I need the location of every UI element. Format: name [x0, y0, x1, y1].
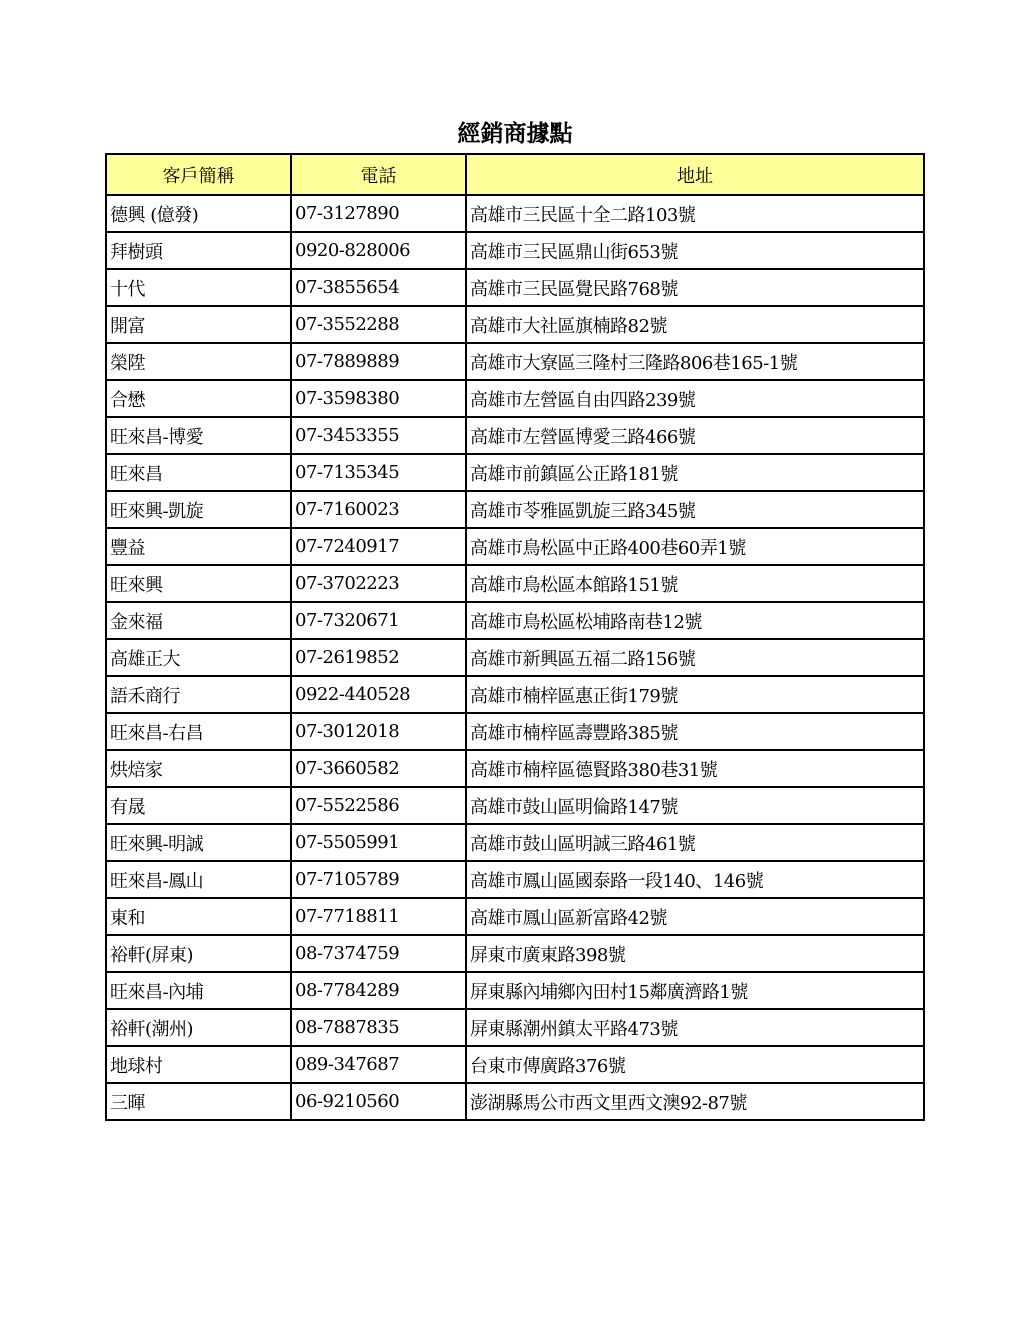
address-cell: 高雄市大寮區三隆村三隆路806巷165-1號	[466, 343, 924, 380]
dealer-name-cell: 裕軒(潮州)	[106, 1009, 291, 1046]
table-row	[106, 676, 924, 713]
table-row	[106, 972, 924, 1009]
address-cell: 高雄市楠梓區德賢路380巷31號	[466, 750, 924, 787]
phone-cell: 07-3660582	[291, 750, 466, 787]
table-row	[106, 1046, 924, 1083]
table-row	[106, 380, 924, 417]
dealer-name-cell: 旺來昌-右昌	[106, 713, 291, 750]
address-cell: 高雄市左營區自由四路239號	[466, 380, 924, 417]
dealer-name-cell: 旺來昌	[106, 454, 291, 491]
dealer-name-cell: 金來福	[106, 602, 291, 639]
phone-cell: 06-9210560	[291, 1083, 466, 1120]
column-header-name: 客戶簡稱	[106, 154, 291, 195]
dealer-name-cell: 旺來興	[106, 565, 291, 602]
address-cell: 高雄市三民區十全二路103號	[466, 195, 924, 232]
phone-cell: 089-347687	[291, 1046, 466, 1083]
phone-cell: 07-3012018	[291, 713, 466, 750]
phone-cell: 08-7887835	[291, 1009, 466, 1046]
dealer-name-cell: 旺來昌-內埔	[106, 972, 291, 1009]
dealer-name-cell: 三暉	[106, 1083, 291, 1120]
table-header-row	[106, 154, 924, 195]
table-row	[106, 639, 924, 676]
table-body	[106, 195, 924, 1120]
table-row	[106, 1009, 924, 1046]
phone-cell: 07-5522586	[291, 787, 466, 824]
phone-cell: 0922-440528	[291, 676, 466, 713]
table-row	[106, 935, 924, 972]
table-row	[106, 602, 924, 639]
address-cell: 澎湖縣馬公市西文里西文澳92-87號	[466, 1083, 924, 1120]
dealer-name-cell: 榮陞	[106, 343, 291, 380]
dealer-name-cell: 裕軒(屏東)	[106, 935, 291, 972]
address-cell: 高雄市苓雅區凱旋三路345號	[466, 491, 924, 528]
table-row	[106, 417, 924, 454]
phone-cell: 08-7784289	[291, 972, 466, 1009]
phone-cell: 07-3702223	[291, 565, 466, 602]
address-cell: 高雄市鼓山區明誠三路461號	[466, 824, 924, 861]
address-cell: 高雄市鳥松區松埔路南巷12號	[466, 602, 924, 639]
address-cell: 屏東縣內埔鄉內田村15鄰廣濟路1號	[466, 972, 924, 1009]
dealer-name-cell: 豐益	[106, 528, 291, 565]
table-row	[106, 1083, 924, 1120]
page-title: 經銷商據點	[457, 121, 573, 147]
dealer-name-cell: 開富	[106, 306, 291, 343]
address-cell: 高雄市三民區鼎山街653號	[466, 232, 924, 269]
phone-cell: 07-3453355	[291, 417, 466, 454]
table-row	[106, 195, 924, 232]
dealer-name-cell: 十代	[106, 269, 291, 306]
address-cell: 高雄市鳳山區國泰路一段140、146號	[466, 861, 924, 898]
dealer-name-cell: 語禾商行	[106, 676, 291, 713]
table-row	[106, 343, 924, 380]
dealer-name-cell: 德興 (億發)	[106, 195, 291, 232]
address-cell: 高雄市鳳山區新富路42號	[466, 898, 924, 935]
dealer-name-cell: 旺來興-凱旋	[106, 491, 291, 528]
column-header-phone: 電話	[291, 154, 466, 195]
dealer-table	[105, 153, 925, 1121]
dealer-name-cell: 烘焙家	[106, 750, 291, 787]
dealer-name-cell: 高雄正大	[106, 639, 291, 676]
address-cell: 高雄市楠梓區壽豐路385號	[466, 713, 924, 750]
address-cell: 高雄市楠梓區惠正街179號	[466, 676, 924, 713]
column-header-address: 地址	[466, 154, 924, 195]
address-cell: 屏東市廣東路398號	[466, 935, 924, 972]
address-cell: 屏東縣潮州鎮太平路473號	[466, 1009, 924, 1046]
phone-cell: 07-7135345	[291, 454, 466, 491]
phone-cell: 08-7374759	[291, 935, 466, 972]
phone-cell: 0920-828006	[291, 232, 466, 269]
address-cell: 高雄市鳥松區本館路151號	[466, 565, 924, 602]
address-cell: 高雄市新興區五福二路156號	[466, 639, 924, 676]
table-row	[106, 824, 924, 861]
address-cell: 高雄市左營區博愛三路466號	[466, 417, 924, 454]
phone-cell: 07-3127890	[291, 195, 466, 232]
dealer-name-cell: 旺來昌-鳳山	[106, 861, 291, 898]
dealer-name-cell: 旺來昌-博愛	[106, 417, 291, 454]
table-row	[106, 861, 924, 898]
phone-cell: 07-7160023	[291, 491, 466, 528]
dealer-name-cell: 合懋	[106, 380, 291, 417]
table-row	[106, 898, 924, 935]
table-row	[106, 750, 924, 787]
table-row	[106, 232, 924, 269]
phone-cell: 07-5505991	[291, 824, 466, 861]
phone-cell: 07-2619852	[291, 639, 466, 676]
table-row	[106, 713, 924, 750]
table-row	[106, 565, 924, 602]
dealer-name-cell: 有晟	[106, 787, 291, 824]
dealer-name-cell: 拜樹頭	[106, 232, 291, 269]
address-cell: 高雄市鳥松區中正路400巷60弄1號	[466, 528, 924, 565]
address-cell: 高雄市大社區旗楠路82號	[466, 306, 924, 343]
address-cell: 高雄市三民區覺民路768號	[466, 269, 924, 306]
table-row	[106, 306, 924, 343]
address-cell: 台東市傳廣路376號	[466, 1046, 924, 1083]
table-row	[106, 269, 924, 306]
table-row	[106, 454, 924, 491]
dealer-name-cell: 東和	[106, 898, 291, 935]
dealer-name-cell: 旺來興-明誠	[106, 824, 291, 861]
phone-cell: 07-7718811	[291, 898, 466, 935]
table-row	[106, 491, 924, 528]
address-cell: 高雄市鼓山區明倫路147號	[466, 787, 924, 824]
phone-cell: 07-7889889	[291, 343, 466, 380]
phone-cell: 07-7320671	[291, 602, 466, 639]
phone-cell: 07-3598380	[291, 380, 466, 417]
phone-cell: 07-7105789	[291, 861, 466, 898]
phone-cell: 07-3855654	[291, 269, 466, 306]
phone-cell: 07-7240917	[291, 528, 466, 565]
address-cell: 高雄市前鎮區公正路181號	[466, 454, 924, 491]
table-row	[106, 787, 924, 824]
phone-cell: 07-3552288	[291, 306, 466, 343]
table-row	[106, 528, 924, 565]
dealer-name-cell: 地球村	[106, 1046, 291, 1083]
